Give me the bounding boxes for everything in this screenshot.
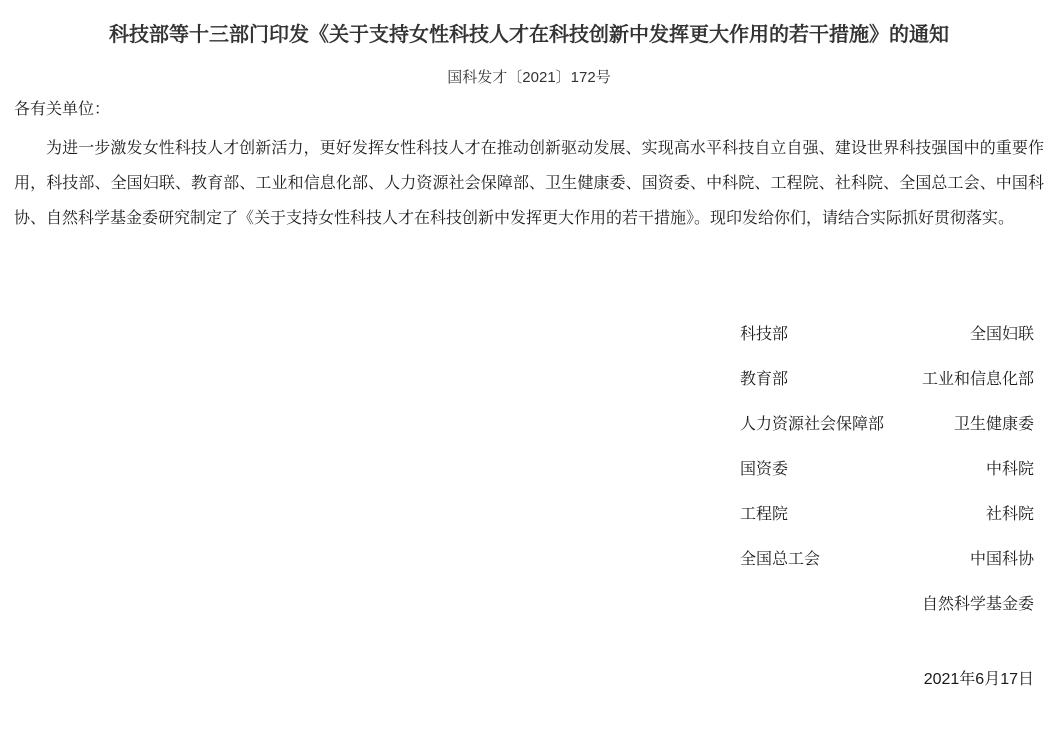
signatory-left: 教育部	[740, 370, 789, 388]
signatory-left: 全国总工会	[740, 550, 821, 568]
signatory-right: 卫生健康委	[953, 415, 1034, 433]
signatories-block	[740, 322, 1034, 612]
signatory-right: 社科院	[985, 505, 1034, 523]
signature-row	[740, 367, 1034, 387]
signatory-left: 国资委	[740, 460, 789, 478]
signature-row	[740, 547, 1034, 567]
signatory-right: 全国妇联	[969, 325, 1034, 343]
signatory-left: 人力资源社会保障部	[740, 415, 885, 433]
signature-row	[740, 502, 1034, 522]
issue-date: 2021年6月17日	[923, 671, 1034, 688]
page-title: 科技部等十三部门印发《关于支持女性科技人才在科技创新中发挥更大作用的若干措施》的通知	[109, 24, 949, 46]
signatory-right: 工业和信息化部	[921, 370, 1034, 388]
signatory-right: 中科院	[985, 460, 1034, 478]
signature-row	[740, 412, 1034, 432]
signatory-left: 科技部	[740, 325, 789, 343]
signatory-right: 自然科学基金委	[921, 595, 1034, 613]
salutation: 各有关单位：	[14, 101, 111, 118]
doc-number: 国科发才〔2021〕172号	[447, 69, 611, 86]
signature-row	[740, 592, 1034, 612]
body-paragraph: 为进一步激发女性科技人才创新活力，更好发挥女性科技人才在推动创新驱动发展、实现高水平科技自立自强、建设世界科技强国中的重要作用，科技部、全国妇联、教育部、工业和信息化部、人力资源社会保障部、卫生健康委、国资委、中科院、工程院、社科院、全国总工会、中国科协、自然科学基金委研究制定了《关于支持女性科技人才在科技创新中发挥更大作用的若干措施》。现印发给你们，请结合实际抓好贯彻落实。	[14, 140, 1044, 227]
signature-row	[740, 457, 1034, 477]
signatory-right: 中国科协	[969, 550, 1034, 568]
signature-row	[740, 322, 1034, 342]
signatory-left: 工程院	[740, 505, 789, 523]
